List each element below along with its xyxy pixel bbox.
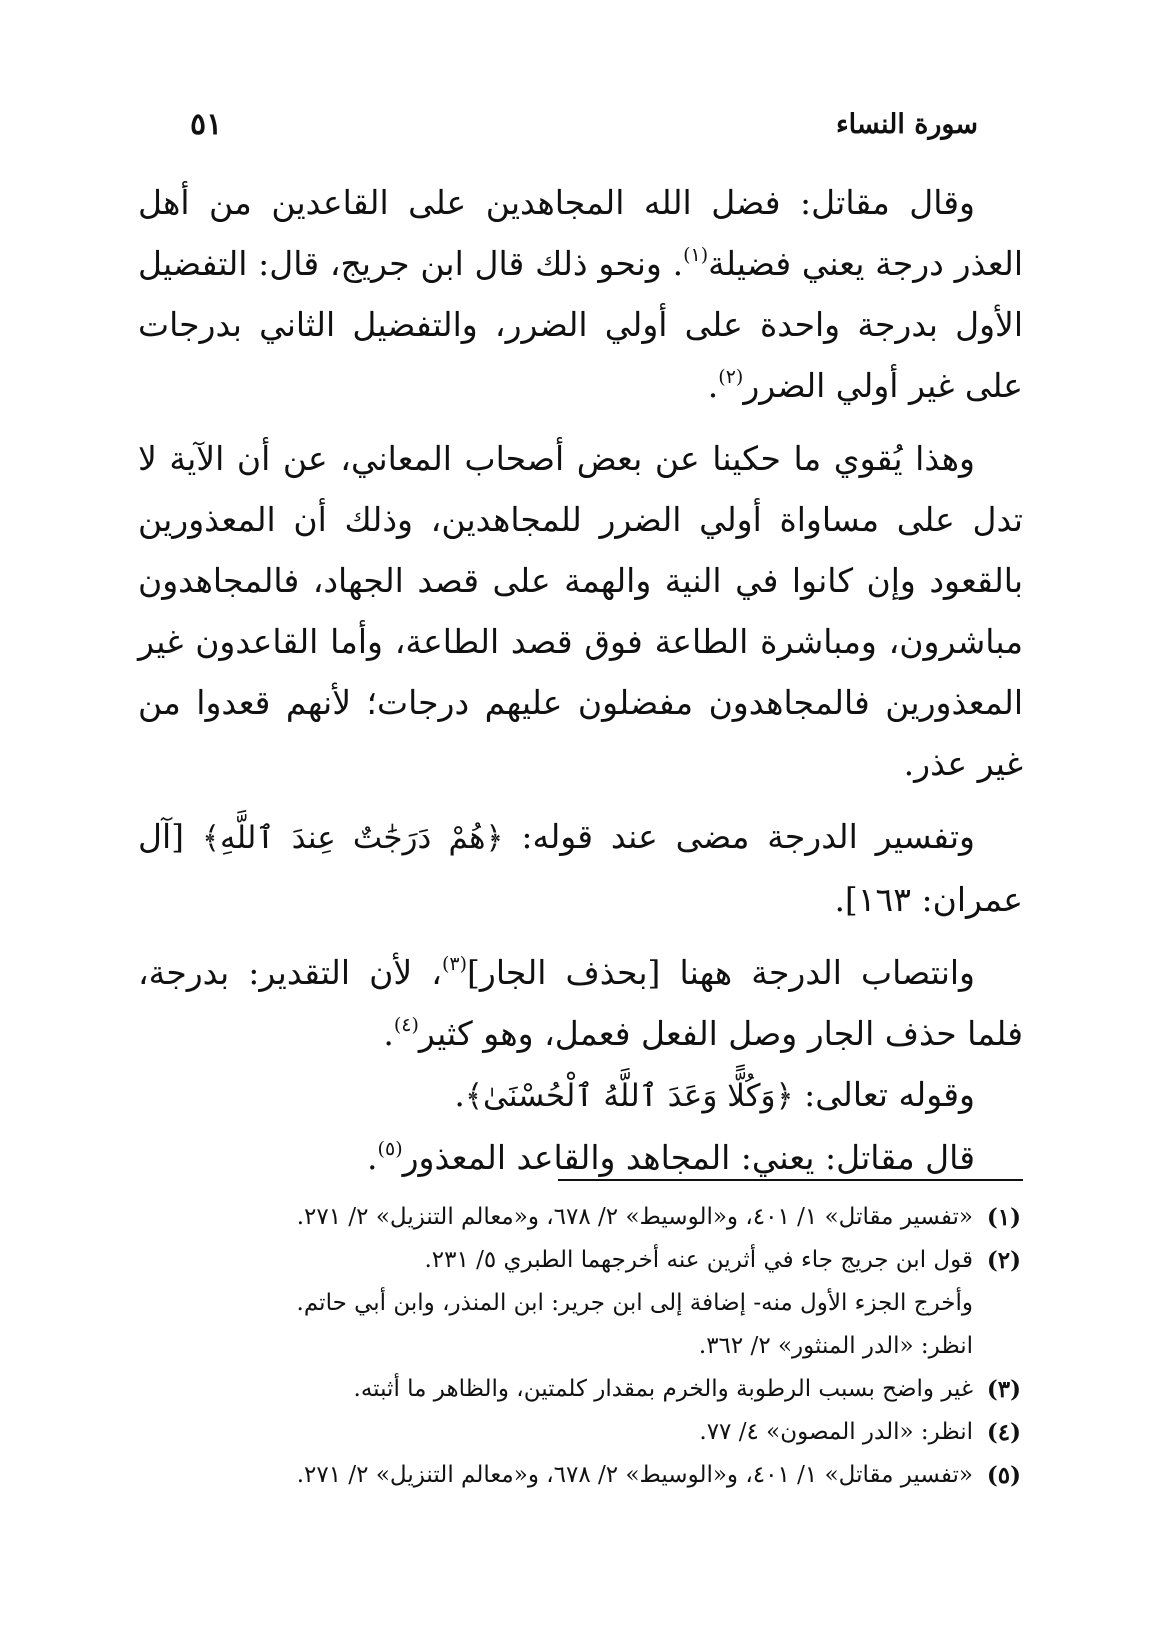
paragraph-6-text: قال مقاتل: يعني: المجاهد والقاعد المعذور: [402, 1138, 975, 1177]
paragraph-1: [138, 172, 1023, 416]
footnote-ref-5[interactable]: (٥): [377, 1138, 403, 1160]
footnote-number: (٣): [986, 1376, 1021, 1403]
paragraph-2: وهذا يُقوي ما حكينا عن بعض أصحاب المعاني، عن أن الآية لا تدل على مساواة أولي الضرر للمجاهدين، وذلك أن المعذورين بالقعود وإن كانوا في النية والهمة على قصد الجهاد، فالمجاهدون مباشرون، ومباشرة الطاعة فوق قصد الطاعة، وأما القاعدون غير المعذورين فالمجاهدون مفضلون عليهم درجات؛ لأنهم قعدوا من غير عذر.: [138, 439, 1023, 783]
footnote-text: غير واضح بسبب الرطوبة والخرم بمقدار كلمتين، والظاهر ما أثبته.: [353, 1376, 973, 1402]
paragraph-1-text: وقال مقاتل: فضل الله المجاهدين على القاعدين من أهل العذر درجة يعني فضيلة: [138, 183, 1023, 283]
footnote-ref-2[interactable]: (٢): [718, 366, 744, 388]
quran-verse-1: ﴿هُمْ دَرَجَٰتٌ عِندَ ٱللَّهِ﴾: [201, 820, 504, 856]
footnote-text: «تفسير مقاتل» ١/ ٤٠١، و«الوسيط» ٢/ ٦٧٨، و«معالم التنزيل» ٢/ ٢٧١.: [296, 1204, 973, 1230]
footnote-text: قول ابن جريج جاء في أثرين عنه أخرجهما الطبري ٥/ ٢٣١.: [424, 1247, 973, 1273]
footnote-text: وأخرج الجزء الأول منه- إضافة إلى ابن جرير: ابن المنذر، وابن أبي حاتم.: [296, 1290, 973, 1316]
footnote-5: [180, 1454, 1021, 1497]
footnote-number: (٤): [986, 1419, 1021, 1446]
footnote-ref-3[interactable]: (٣): [441, 953, 468, 975]
paragraph-1-text-2: . ونحو ذلك قال ابن جريج، قال: التفضيل الأول بدرجة واحدة على أولي الضرر، والتفضيل الثاني بدرجات على غير أولي الضرر: [138, 244, 1023, 405]
footnote-2: [180, 1239, 1021, 1368]
footnote-ref-1[interactable]: (١): [683, 244, 709, 266]
page-number: ٥١: [190, 106, 223, 142]
paragraph-5-end: .: [454, 1075, 465, 1114]
paragraph-3: [138, 806, 1023, 930]
footnote-1: [180, 1196, 1021, 1239]
footnote-number: (١): [986, 1204, 1021, 1231]
footnote-3: [180, 1368, 1021, 1411]
verse-reference: [آل عمران: ١٦٣].: [138, 817, 1023, 919]
quran-verse-2: ﴿وَكُلًّا وَعَدَ ٱللَّهُ ٱلْحُسْنَىٰ﴾: [464, 1078, 794, 1114]
footnote-number: (٥): [986, 1462, 1021, 1489]
paragraph-6-end: .: [367, 1138, 378, 1177]
paragraph-1-end: .: [707, 366, 719, 405]
surah-title: سورة النساء: [835, 108, 978, 140]
footnote-text: «تفسير مقاتل» ١/ ٤٠١، و«الوسيط» ٢/ ٦٧٨، و«معالم التنزيل» ٢/ ٢٧١.: [296, 1462, 973, 1488]
running-header: [190, 104, 978, 144]
paragraph-5-text: وقوله تعالى:: [804, 1075, 975, 1114]
footnote-4: [180, 1411, 1021, 1454]
paragraph-3-text: وتفسير الدرجة مضى عند قوله:: [521, 817, 975, 856]
footnote-number: (٢): [986, 1247, 1021, 1274]
paragraph-5: [138, 1064, 1023, 1127]
paragraph-4-end: .: [383, 1014, 394, 1053]
footnote-ref-4[interactable]: (٤): [393, 1014, 419, 1036]
paragraph-4-text-2: ، لأن التقدير: بدرجة، فلما حذف الجار وصل الفعل فعمل، وهو كثير: [138, 953, 1023, 1053]
main-text: [138, 172, 1023, 1188]
footnote-divider: [558, 1179, 1023, 1181]
footnote-text: انظر: «الدر المصون» ٤/ ٧٧.: [699, 1419, 973, 1445]
paragraph-4: [138, 942, 1023, 1064]
footnote-text: انظر: «الدر المنثور» ٢/ ٣٦٢.: [698, 1333, 973, 1359]
paragraph-4-text: وانتصاب الدرجة ههنا [بحذف الجار]: [467, 953, 975, 992]
footnotes: [180, 1196, 1021, 1497]
